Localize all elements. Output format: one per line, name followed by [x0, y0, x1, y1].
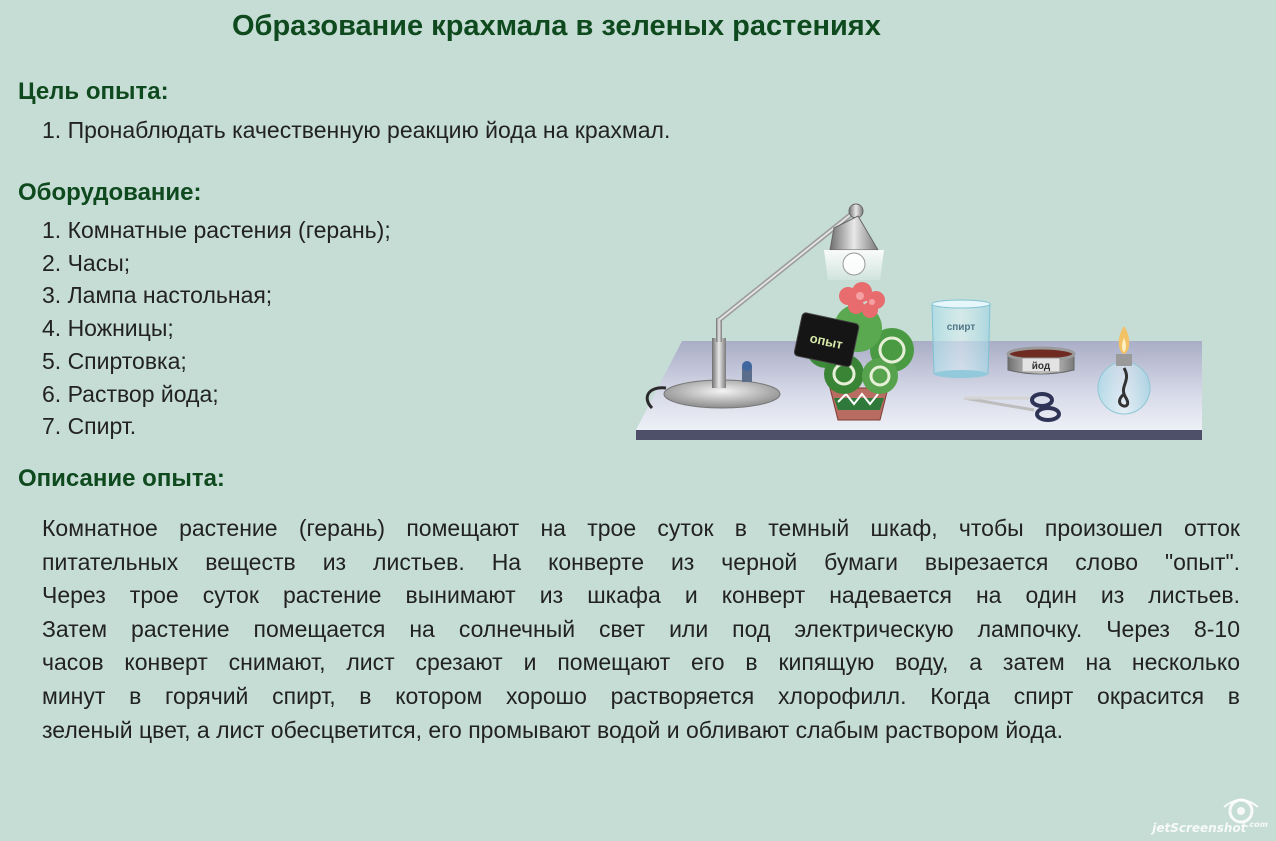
description-heading: Описание опыта:	[18, 465, 225, 492]
equipment-item: 1. Комнатные растения (герань);	[42, 217, 391, 243]
description-line: минут в горячий спирт, в котором хорошо растворяется хлорофилл. Когда спирт окрасится в	[42, 682, 1240, 709]
goal-list	[42, 114, 670, 147]
description-line: зеленый цвет, а лист обесцветится, его промывают водой и обливают слабым раствором йода.	[42, 716, 1064, 743]
description-line: Через трое суток растение вынимают из шкафа и конверт надевается на один из листьев.	[42, 582, 1240, 609]
description-line: часов конверт снимают, лист срезают и помещают его в кипящую воду, а затем на несколько	[42, 649, 1240, 676]
equipment-item: 5. Спиртовка;	[42, 347, 187, 374]
equipment-item: 7. Спирт.	[42, 413, 137, 440]
watermark-suffix: .com	[1246, 820, 1268, 829]
iodine-jar-icon	[1008, 348, 1074, 374]
alcohol-beaker-icon	[932, 300, 990, 378]
equipment-item: 6. Раствор йода;	[42, 380, 219, 407]
equipment-heading: Оборудование:	[18, 179, 202, 206]
description-line: питательных веществ из листьев. На конверте из черной бумаги вырезается слово "опыт".	[42, 548, 1240, 575]
goal-heading: Цель опыта:	[18, 78, 169, 105]
experiment-illustration	[630, 198, 1210, 448]
equipment-item: 3. Лампа настольная;	[42, 282, 273, 309]
beaker-label: спирт	[946, 322, 976, 333]
jar-label: йод	[1031, 361, 1051, 372]
spirit-lamp-icon	[1098, 326, 1150, 414]
equipment-list	[42, 214, 391, 443]
equipment-item: 4. Ножницы;	[42, 315, 174, 342]
goal-item: 1. Пронаблюдать качественную реакцию йода на крахмал.	[42, 117, 671, 143]
equipment-item: 2. Часы;	[42, 249, 131, 276]
description-line: Затем растение помещается на солнечный свет или под электрическую лампочку. Через 8-10	[42, 615, 1240, 642]
description-line: Комнатное растение (герань) помещают на трое суток в темный шкаф, чтобы произошел отток	[42, 515, 1240, 541]
watermark-label	[1152, 820, 1268, 835]
envelope-label: опыт	[808, 330, 845, 353]
watermark-text: jetScreenshot	[1152, 821, 1247, 835]
page-title: Образование крахмала в зеленых растениях	[232, 10, 881, 42]
description-text	[42, 512, 1240, 747]
